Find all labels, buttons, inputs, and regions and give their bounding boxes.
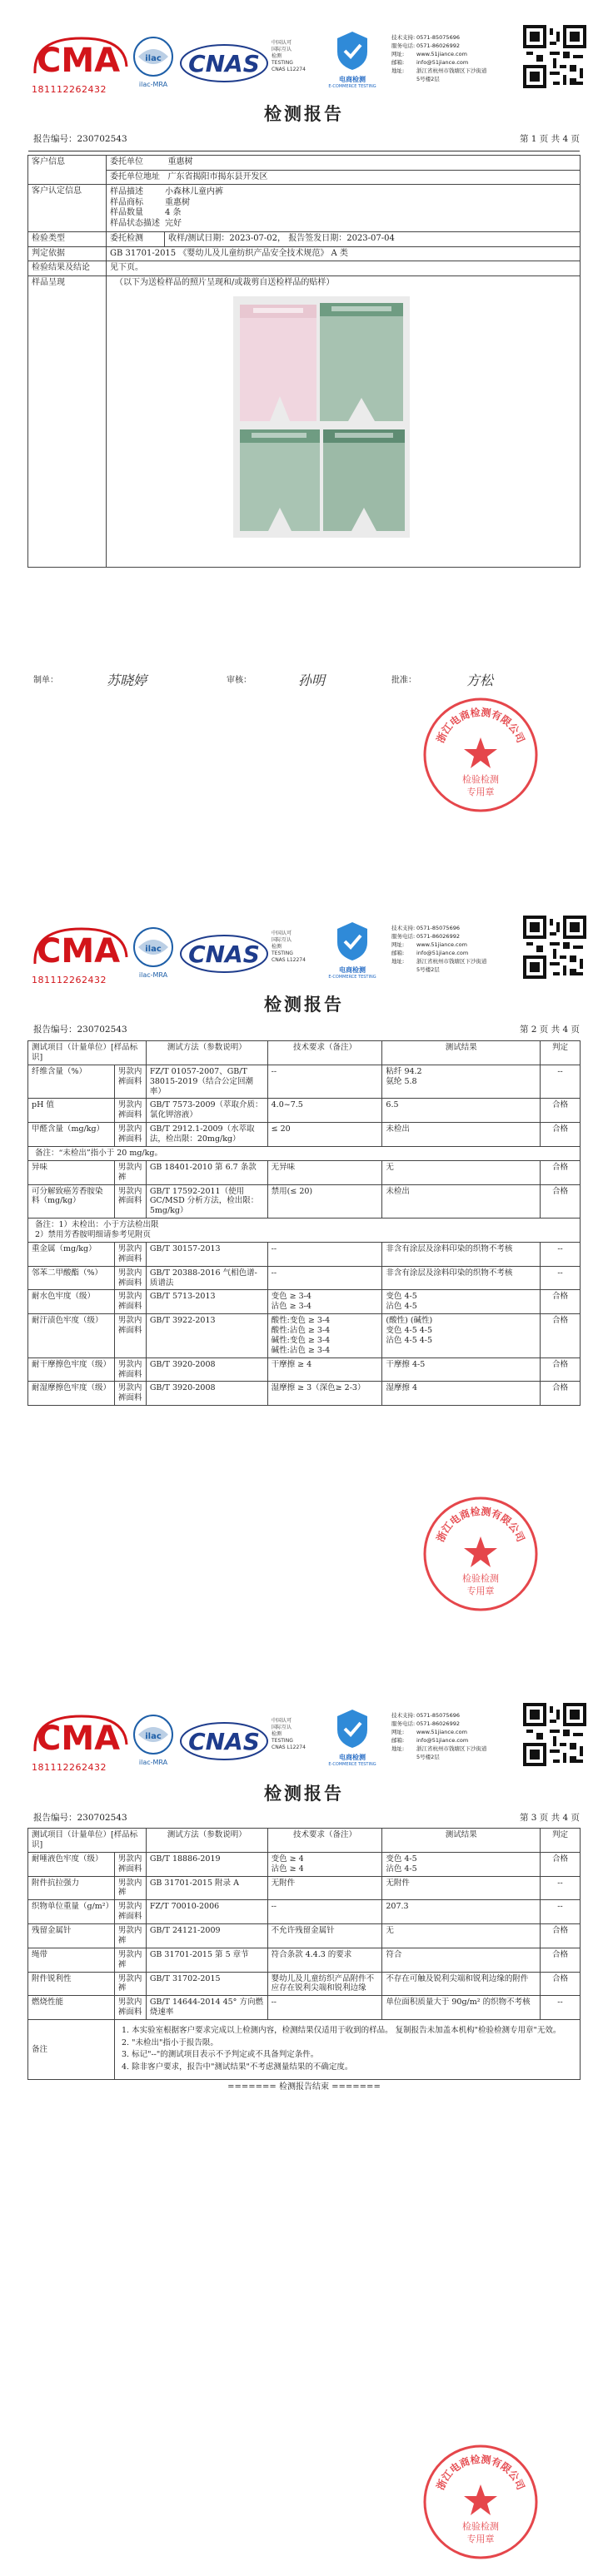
cell-method: GB/T 20388-2016 气相色谱-质谱法 [146, 1266, 267, 1290]
svg-text:CNAS: CNAS [188, 1728, 260, 1755]
cell-method: GB 18401-2010 第 6.7 条款 [146, 1160, 267, 1184]
cell-item: 耐干摩擦色牢度（级） [28, 1357, 115, 1382]
cell-sample: 男款内裤 [114, 1876, 146, 1900]
cell-result: 干摩擦 4-5 [382, 1357, 541, 1382]
header-logos [32, 916, 581, 989]
cell-sample: 男款内裤 [114, 1948, 146, 1972]
sample-photo-cell: （以下为送检样品的照片呈现和/或裁剪自送检样品的贴样） [107, 275, 581, 567]
table-row [28, 1123, 581, 1147]
cell-sample: 男款内裤 [114, 1972, 146, 1996]
cell-result: 未检出 [382, 1123, 541, 1147]
official-seal [421, 696, 540, 814]
signature-reviewer: 孙明 [298, 673, 326, 688]
cell-result: 无 [382, 1924, 541, 1948]
cell-judge: -- [541, 1996, 581, 2020]
accreditation-text: 中国认可 国际互认 检测 TESTING CNAS L12274 [272, 40, 306, 73]
col-header-method: 测试方法（参数说明） [146, 1829, 267, 1853]
table-row [28, 1290, 581, 1314]
cell-req: 禁用(≤ 20) [267, 1184, 382, 1219]
col-header-result: 测试结果 [382, 1041, 541, 1065]
cell-req: 无异味 [267, 1160, 382, 1184]
table-row [28, 1972, 581, 1996]
cell-judge: 合格 [541, 1184, 581, 1219]
cell-result: 变色 4-5 沾色 4-5 [382, 1852, 541, 1876]
cell-req: 变色 ≥ 3-4 沾色 ≥ 3-4 [267, 1290, 382, 1314]
header-logos [32, 25, 581, 98]
cell-method: GB/T 31702-2015 [146, 1972, 267, 1996]
cell-judge: 合格 [541, 1123, 581, 1147]
sample-info-label: 客户认定信息 [28, 185, 107, 232]
cell-item: 绳带 [28, 1948, 115, 1972]
cell-item: 甲醛含量（mg/kg） [28, 1123, 115, 1147]
cell-sample: 男款内裤面料 [114, 1290, 146, 1314]
svg-text:专用章: 专用章 [466, 787, 495, 797]
cell-sample: 男款内裤面料 [114, 1382, 146, 1406]
cell-judge: 合格 [541, 1099, 581, 1123]
table-row [28, 1900, 581, 1924]
col-header-judgement: 判定 [541, 1829, 581, 1853]
cell-result: 变色 4-5 沾色 4-5 [382, 1290, 541, 1314]
cell-judge: -- [541, 1242, 581, 1266]
cell-judge: -- [541, 1900, 581, 1924]
cell-result: 单位面积质量大于 90g/m² 的织物不考核 [382, 1996, 541, 2020]
cell-method: GB/T 24121-2009 [146, 1924, 267, 1948]
report-end-line: ======= 检测报告结束 ======= [227, 2082, 381, 2092]
svg-text:专用章: 专用章 [466, 2534, 495, 2544]
col-header-requirement: 技术要求（备注） [267, 1041, 382, 1065]
cell-req: 酸性:变色 ≥ 3-4 酸性:沾色 ≥ 3-4 碱性:变色 ≥ 3-4 碱性:沾色 ≥ 3-4 [267, 1314, 382, 1358]
cell-judge: 合格 [541, 1290, 581, 1314]
page-indicator: 第 2 页 共 4 页 [519, 1025, 580, 1035]
cell-sample: 男款内裤面料 [114, 1900, 146, 1924]
svg-text:检验检测: 检验检测 [462, 774, 499, 785]
cell-sample: 男款内裤面料 [114, 1357, 146, 1382]
cell-method: GB/T 18886-2019 [146, 1852, 267, 1876]
cell-result: 未检出 [382, 1184, 541, 1219]
table-row [28, 1924, 581, 1948]
client-address-value: 广东省揭阳市揭东县开发区 [165, 170, 581, 185]
cnas-logo [178, 42, 270, 85]
cell-req: -- [267, 1900, 382, 1924]
cell-judge: 合格 [541, 1160, 581, 1184]
table-row [28, 1314, 581, 1358]
cell-item: 纤维含量（%） [28, 1065, 115, 1099]
official-seal [421, 2443, 540, 2561]
cell-req: 变色 ≥ 4 沾色 ≥ 4 [267, 1852, 382, 1876]
page-indicator: 第 3 页 共 4 页 [519, 1813, 580, 1823]
cell-item: 附件锐利性 [28, 1972, 115, 1996]
cell-method: GB 31701-2015 第 5 章节 [146, 1948, 267, 1972]
header-logos [32, 1703, 581, 1776]
table-row [28, 1852, 581, 1876]
cell-result: 粘纤 94.2 氨纶 5.8 [382, 1065, 541, 1099]
cell-item: 残留金属针 [28, 1924, 115, 1948]
cnas-logo [178, 932, 270, 975]
sample-info-block: 样品描述 小森林儿童内裤 样品商标 重惠树 样品数量 4 条 样品状态描述 完好 [107, 185, 581, 232]
report-title: 检测报告 [264, 103, 344, 124]
cell-item: 邻苯二甲酸酯（%） [28, 1266, 115, 1290]
cell-result: (酸性) (碱性) 变色 4-5 4-5 沾色 4-5 4-5 [382, 1314, 541, 1358]
signature-approver: 方松 [466, 673, 494, 688]
ilac-logo [132, 926, 175, 984]
results-table-p2 [27, 1040, 581, 1406]
cell-judge: 合格 [541, 1852, 581, 1876]
cell-judge: 合格 [541, 1924, 581, 1948]
table-row [28, 1876, 581, 1900]
cell-item: 耐水色牢度（级） [28, 1290, 115, 1314]
cell-sample: 男款内裤面料 [114, 1123, 146, 1147]
cell-sample: 男款内裤面料 [114, 1242, 146, 1266]
cell-req: -- [267, 1996, 382, 2020]
cell-result: 无附件 [382, 1876, 541, 1900]
col-header-method: 测试方法（参数说明） [146, 1041, 267, 1065]
accreditation-text: 中国认可 国际互认 检测 TESTING CNAS L12274 [272, 931, 306, 964]
cell-judge: 合格 [541, 1972, 581, 1996]
svg-text:检验检测: 检验检测 [462, 1573, 499, 1584]
svg-text:ilac: ilac [145, 54, 162, 63]
cell-method: FZ/T 01057-2007、GB/T 38015-2019（结合公定回潮率） [146, 1065, 267, 1099]
cell-result: 无 [382, 1160, 541, 1184]
svg-text:CNAS: CNAS [188, 50, 260, 77]
cell-sample: 男款内裤面料 [114, 1852, 146, 1876]
cell-item: 织物单位重量（g/m²） [28, 1900, 115, 1924]
cell-result: 207.3 [382, 1900, 541, 1924]
cell-method: GB/T 2912.1-2009（水萃取法，检出限：20mg/kg） [146, 1123, 267, 1147]
cell-item: 燃烧性能 [28, 1996, 115, 2020]
cell-item: 异味 [28, 1160, 115, 1184]
ilac-logo [132, 35, 175, 93]
cell-result: 不存在可触及锐利尖端和锐利边缘的附件 [382, 1972, 541, 1996]
cell-item: 耐湿摩擦色牢度（级） [28, 1382, 115, 1406]
cell-sample: 男款内裤 [114, 1160, 146, 1184]
cell-sample: 男款内裤面料 [114, 1065, 146, 1099]
cell-judge: -- [541, 1876, 581, 1900]
qr-code [523, 1703, 586, 1766]
cell-req: 干摩擦 ≥ 4 [267, 1357, 382, 1382]
cell-judge: -- [541, 1266, 581, 1290]
cell-result: 符合 [382, 1948, 541, 1972]
contact-block: 技术支持: 0571-85075696 服务电话: 0571-86026992 网址: www.51jiance.com 邮箱: info@51jiance.com 地址: 浙江省杭州市钱塘区下沙街道 5号楼2层 [391, 925, 487, 974]
ecommerce-testing-logo: 电商检测 E-COMMERCE TESTING [323, 30, 381, 97]
cell-item: 耐唾液色牢度（级） [28, 1852, 115, 1876]
table-row [28, 1357, 581, 1382]
cell-method: GB/T 3920-2008 [146, 1357, 267, 1382]
cell-method: GB/T 3922-2013 [146, 1314, 267, 1358]
cell-item: 耐汗渍色牢度（级） [28, 1314, 115, 1358]
page-indicator: 第 1 页 共 4 页 [519, 134, 580, 144]
cma-number: 181112262432 [32, 83, 107, 95]
cell-method: GB 31701-2015 附录 A [146, 1876, 267, 1900]
svg-text:浙江电商检测有限公司: 浙江电商检测有限公司 [434, 2453, 527, 2492]
dates-value: 收样/测试日期：2023-07-02， 报告签发日期：2023-07-04 [165, 232, 581, 247]
cma-logo: CMA 181112262432 [32, 924, 130, 989]
svg-text:ilac: ilac [145, 1732, 162, 1741]
svg-text:ilac-MRA: ilac-MRA [138, 1759, 168, 1766]
cell-sample: 男款内裤面料 [114, 1266, 146, 1290]
cell-req: 不允许残留金属针 [267, 1924, 382, 1948]
remarks-label: 备注 [28, 2020, 115, 2080]
table-row [28, 1996, 581, 2020]
svg-text:CMA: CMA [37, 932, 121, 970]
cell-result: 非含有涂层及涂料印染的织物不考核 [382, 1242, 541, 1266]
cell-method: FZ/T 70010-2006 [146, 1900, 267, 1924]
svg-text:CMA: CMA [37, 1720, 121, 1758]
info-table: 客户信息 委托单位 重惠树 委托单位地址 广东省揭阳市揭东县开发区 客户认定信息 样品描述 小森林儿童内裤 样品商标 重惠树 样品数量 4 条 样品状态描述 完好 检验类型 委托检测 收样/测试日期：2023-07-02， 报告签发日期：2023-07-04 判定依据 GB 31701-2015 《婴幼儿及儿童纺织产品安全技术规范》 A 类 检验结果及结论 见下页。 样品呈现 （以下为送检样品的照片呈现和/或裁剪自送检样品的贴样） [27, 155, 581, 568]
cell-result: 6.5 [382, 1099, 541, 1123]
table-note-row: 备注：“未检出”指小于 20 mg/kg。 [28, 1146, 581, 1160]
ilac-logo [132, 1713, 175, 1771]
result-value: 见下页。 [107, 261, 581, 276]
cell-req: 无附件 [267, 1876, 382, 1900]
table-row [28, 1160, 581, 1184]
table-note-row: 备注：1）未检出：小于方法检出限 2）禁用芳香胺明细请参考见附页 [28, 1219, 581, 1243]
svg-text:ilac: ilac [145, 945, 162, 954]
cell-judge: 合格 [541, 1948, 581, 1972]
cell-req: ≤ 20 [267, 1123, 382, 1147]
table-row [28, 1065, 581, 1099]
cell-sample: 男款内裤面料 [114, 1184, 146, 1219]
svg-text:浙江电商检测有限公司: 浙江电商检测有限公司 [434, 706, 527, 745]
ecommerce-testing-logo: 电商检测 E-COMMERCE TESTING [323, 921, 381, 987]
cell-method: GB/T 14644-2014 45° 方向燃烧速率 [146, 1996, 267, 2020]
cell-req: -- [267, 1266, 382, 1290]
svg-text:专用章: 专用章 [466, 1586, 495, 1596]
qr-code [523, 25, 586, 88]
svg-text:ilac-MRA: ilac-MRA [138, 971, 168, 979]
col-header-result: 测试结果 [382, 1829, 541, 1853]
report-page-3: CMA 181112262432 ilac ilac-MRA CNAS 中国认可 国际互认 检测 TESTING CNAS L12274 电商检测 E-COMMERCE TESTING 技术支持: 0571-85075696 服务电话: 0571-86026992 网址: www.51jiance.com 邮箱: info@51jiance.com 地址: 浙江省杭州市钱塘区下沙街道 5号楼2层 检测报告 报告编号：230702543 第 3 页 共 4 页 测试项目（计量单位）[样品标识] 测试方法（参数说明） 技术要求（备注） 测试结果 判定 耐唾液色牢度（级） 男款内裤面料 GB/T 18886-2019 变色 ≥ 4 沾色 ≥ 4 变色 4-5 沾色 4-5 合格 附件抗拉强力 男款内裤 GB 31701-2015 附录 A 无附件 无附件 -- 织物单位重量（g/m²） 男款内裤面料 FZ/T 70010-2006 -- 207.3 -- 残留金属针 男款内裤 GB/T 24121-2009 不允许残留金属针 无 合格 绳带 男款内裤 GB 31701-2015 第 5 章节 符合条款 4.4.3 的要求 符合 合格 附件锐利性 男款内裤 GB/T 31702-2015 婴幼儿及儿童纺织产品附件不应存在锐利尖端和锐利边缘 不存在可触及锐利尖端和锐利边缘的附件 合格 燃烧性能 男款内裤面料 GB/T 14644-2014 45° 方向燃烧速率 -- 单位面积质量大于 90g/m² 的织物不考核 -- 备注 1. 本实验室根据客户要求完成以上检测内容，检测结果仅适用于收到的样品。 复制报告未加盖本机构"检验检测专用章"无效。 2. "未检出"指小于报告限。 3. 标记"--"的测试项目表示不予判定或不具备判定条件。 4. 除非客户要求，报告中"测试结果"不考虑测量结果的不确定度。 ======= 检测报告结束 ======= 浙江电商检测有限公司 检验检测 专用章 [0, 1698, 608, 2576]
results-table-p3 [27, 1828, 581, 2092]
qr-code [523, 916, 586, 979]
svg-text:CMA: CMA [37, 42, 121, 80]
svg-text:检验检测: 检验检测 [462, 2521, 499, 2532]
cell-sample: 男款内裤 [114, 1924, 146, 1948]
cell-method: GB/T 17592-2011（使用 GC/MSD 分析方法，检出限：5mg/kg） [146, 1184, 267, 1219]
cell-req: -- [267, 1065, 382, 1099]
svg-text:ilac-MRA: ilac-MRA [138, 81, 168, 88]
cell-method: GB/T 5713-2013 [146, 1290, 267, 1314]
signature-preparer: 苏晓婷 [107, 673, 147, 688]
cell-item: 可分解致癌芳香胺染料（mg/kg） [28, 1184, 115, 1219]
sample-photo [233, 296, 410, 538]
contact-block: 技术支持: 0571-85075696 服务电话: 0571-86026992 网址: www.51jiance.com 邮箱: info@51jiance.com 地址: 浙江省杭州市钱塘区下沙街道 5号楼2层 [391, 34, 487, 83]
table-row [28, 1099, 581, 1123]
remarks-block: 1. 本实验室根据客户要求完成以上检测内容，检测结果仅适用于收到的样品。 复制报告未加盖本机构"检验检测专用章"无效。 2. "未检出"指小于报告限。 3. 标记"--"的测试项目表示不予判定或不具备判定条件。 4. 除非客户要求，报告中"测试结果"不考虑测量结果的不确定度。 [115, 2020, 581, 2080]
client-info-label: 客户信息 [28, 156, 107, 185]
cell-req: 湿摩擦 ≥ 3（深色≥ 2-3） [267, 1382, 382, 1406]
table-row [28, 1242, 581, 1266]
col-header-judgement: 判定 [541, 1041, 581, 1065]
cell-req: 符合条款 4.4.3 的要求 [267, 1948, 382, 1972]
col-header-item: 测试项目（计量单位）[样品标识] [28, 1041, 147, 1065]
cell-sample: 男款内裤面料 [114, 1099, 146, 1123]
cell-method: GB/T 7573-2009（萃取介质：氯化钾溶液） [146, 1099, 267, 1123]
official-seal [421, 1495, 540, 1613]
cell-item: 附件抗拉强力 [28, 1876, 115, 1900]
contact-block: 技术支持: 0571-85075696 服务电话: 0571-86026992 网址: www.51jiance.com 邮箱: info@51jiance.com 地址: 浙江省杭州市钱塘区下沙街道 5号楼2层 [391, 1712, 487, 1761]
cnas-logo [178, 1720, 270, 1763]
client-unit-value: 重惠树 [165, 156, 581, 171]
cell-sample: 男款内裤面料 [114, 1314, 146, 1358]
report-page-1: CMA 181112262432 ilac ilac-MRA CNAS 中国认可 国际互认 检测 TESTING CNAS L12274 电商检测 E-COMMERCE TESTING 技术支持: 0571-85075696 服务电话: 0571-86026992 网址: www.51jiance.com 邮箱: info@51jiance.com 地址: 浙江省杭州市钱塘区下沙街道 5号楼2层 检测报告 报告编号：230702543 第 1 页 共 4 页 客户信息 委托单位 重惠树 委托单位地址 广东省揭阳市揭东县开发区 客户认定信息 样品描述 小森林儿童内裤 样品商标 重惠树 样品数量 4 条 样品状态描述 完好 检验类型 委托检测 收样/测试日期：2023-07-02， 报告签发日期：2023-07-04 判定依据 GB 31701-2015 《婴幼儿及儿童纺织产品安全技术规范》 A 类 检验结果及结论 见下页。 样品呈现 （以下为送检样品的照片呈现和/或裁剪自送检样品的贴样） 制单： 苏晓婷 审核： 孙明 批准： 方松 浙江电商检测有限公司 检验检测 专用章 [0, 0, 608, 882]
accreditation-text: 中国认可 国际互认 检测 TESTING CNAS L12274 [272, 1718, 306, 1751]
cell-judge: 合格 [541, 1382, 581, 1406]
test-type-value: 委托检测 [107, 232, 165, 247]
cell-judge: -- [541, 1065, 581, 1099]
cell-sample: 男款内裤面料 [114, 1996, 146, 2020]
report-title: 检测报告 [264, 994, 344, 1015]
cell-method: GB/T 30157-2013 [146, 1242, 267, 1266]
cell-result: 非含有涂层及涂料印染的织物不考核 [382, 1266, 541, 1290]
table-row [28, 1184, 581, 1219]
report-page-2: CMA 181112262432 ilac ilac-MRA CNAS 中国认可 国际互认 检测 TESTING CNAS L12274 电商检测 E-COMMERCE TESTING 技术支持: 0571-85075696 服务电话: 0571-86026992 网址: www.51jiance.com 邮箱: info@51jiance.com 地址: 浙江省杭州市钱塘区下沙街道 5号楼2层 检测报告 报告编号：230702543 第 2 页 共 4 页 测试项目（计量单位）[样品标识] 测试方法（参数说明） 技术要求（备注） 测试结果 判定 纤维含量（%） 男款内裤面料 FZ/T 01057-2007、GB/T 38015-2019（结合公定回潮率） -- 粘纤 94.2 氨纶 5.8 -- pH 值 男款内裤面料 GB/T 7573-2009（萃取介质：氯化钾溶液） 4.0~7.5 6.5 合格 甲醛含量（mg/kg） 男款内裤面料 GB/T 2912.1-2009（水萃取法，检出限：20mg/kg） ≤ 20 未检出 合格 备注：“未检出”指小于 20 mg/kg。 异味 男款内裤 GB 18401-2010 第 6.7 条款 无异味 无 合格 可分解致癌芳香胺染料（mg/kg） 男款内裤面料 GB/T 17592-2011（使用 GC/MSD 分析方法，检出限：5mg/kg） 禁用(≤ 20) 未检出 合格 备注：1）未检出：小于方法检出限 2）禁用芳香胺明细请参考见附页 重金属（mg/kg） 男款内裤面料 GB/T 30157-2013 -- 非含有涂层及涂料印染的织物不考核 -- 邻苯二甲酸酯（%） 男款内裤面料 GB/T 20388-2016 气相色谱-质谱法 -- 非含有涂层及涂料印染的织物不考核 -- 耐水色牢度（级） 男款内裤面料 GB/T 5713-2013 变色 ≥ 3-4 沾色 ≥ 3-4 变色 4-5 沾色 4-5 合格 耐汗渍色牢度（级） 男款内裤面料 GB/T 3922-2013 酸性:变色 ≥ 3-4 酸性:沾色 ≥ 3-4 碱性:变色 ≥ 3-4 碱性:沾色 ≥ 3-4 (酸性) (碱性) 变色 4-5 4-5 沾色 4-5 4-5 合格 耐干摩擦色牢度（级） 男款内裤面料 GB/T 3920-2008 干摩擦 ≥ 4 干摩擦 4-5 合格 耐湿摩擦色牢度（级） 男款内裤面料 GB/T 3920-2008 湿摩擦 ≥ 3（深色≥ 2-3） 湿摩擦 4 合格 浙江电商检测有限公司 检验检测 专用章 [0, 882, 608, 1698]
cma-logo [32, 33, 130, 98]
basis-value: GB 31701-2015 《婴幼儿及儿童纺织产品安全技术规范》 A 类 [107, 246, 581, 261]
ecommerce-testing-logo: 电商检测 E-COMMERCE TESTING [323, 1708, 381, 1774]
cell-item: pH 值 [28, 1099, 115, 1123]
cell-req: 4.0~7.5 [267, 1099, 382, 1123]
table-row [28, 1948, 581, 1972]
col-header-requirement: 技术要求（备注） [267, 1829, 382, 1853]
cell-judge: 合格 [541, 1357, 581, 1382]
table-row [28, 1266, 581, 1290]
svg-text:CNAS: CNAS [188, 941, 260, 968]
report-title: 检测报告 [264, 1783, 344, 1804]
cell-item: 重金属（mg/kg） [28, 1242, 115, 1266]
cell-req: 婴幼儿及儿童纺织产品附件不应存在锐利尖端和锐利边缘 [267, 1972, 382, 1996]
cell-result: 湿摩擦 4 [382, 1382, 541, 1406]
table-row [28, 1382, 581, 1406]
svg-text:浙江电商检测有限公司: 浙江电商检测有限公司 [434, 1505, 527, 1544]
col-header-item: 测试项目（计量单位）[样品标识] [28, 1829, 147, 1853]
cell-req: -- [267, 1242, 382, 1266]
cma-logo: CMA 181112262432 [32, 1711, 130, 1776]
cell-method: GB/T 3920-2008 [146, 1382, 267, 1406]
cell-judge: 合格 [541, 1314, 581, 1358]
